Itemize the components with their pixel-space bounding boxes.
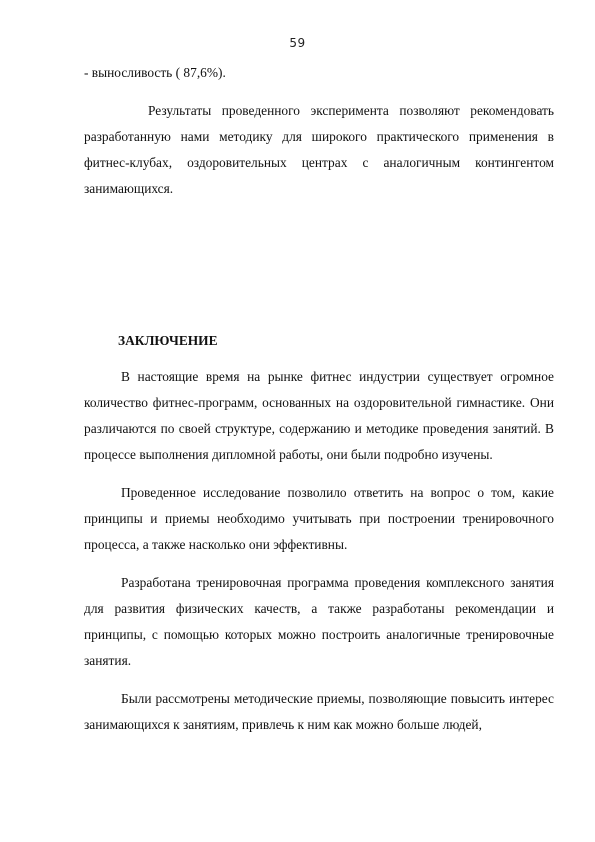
section-heading: ЗАКЛЮЧЕНИЕ — [118, 333, 218, 348]
paragraph-conclusion-1: В настоящие время на рынке фитнес индустрии существует огромное количество фитнес-программ, основанных на оздоровительной гимнастике. Они различаются по своей структуре, содержанию и методике проведения занятий. В процессе выполнения дипломной работы, они были подробно изучены. — [84, 369, 554, 462]
paragraph-conclusion-4: Были рассмотрены методические приемы, позволяющие повысить интерес занимающихся к занятиям, привлечь к ним как можно больше людей, — [84, 691, 554, 732]
paragraph-conclusion-2: Проведенное исследование позволило ответить на вопрос о том, какие принципы и приемы необходимо учитывать при построении тренировочного процесса, а также насколько они эффективны. — [84, 485, 554, 552]
page-number: 59 — [289, 36, 306, 50]
list-item-endurance: - выносливость ( 87,6%). — [84, 65, 226, 80]
section-spacer — [84, 202, 554, 328]
paragraph-conclusion-3: Разработана тренировочная программа проведения комплексного занятия для развития физических качеств, а также разработаны рекомендации и принципы, с помощью которых можно построить аналогичные тренировочные занятия. — [84, 575, 554, 668]
paragraph-results: Результаты проведенного эксперимента позволяют рекомендовать разработанную нами методику для широкого практического применения в фитнес-клубах, оздоровительных центрах с аналогичным контингентом занимающихся. — [84, 103, 554, 196]
page-content — [84, 60, 554, 738]
